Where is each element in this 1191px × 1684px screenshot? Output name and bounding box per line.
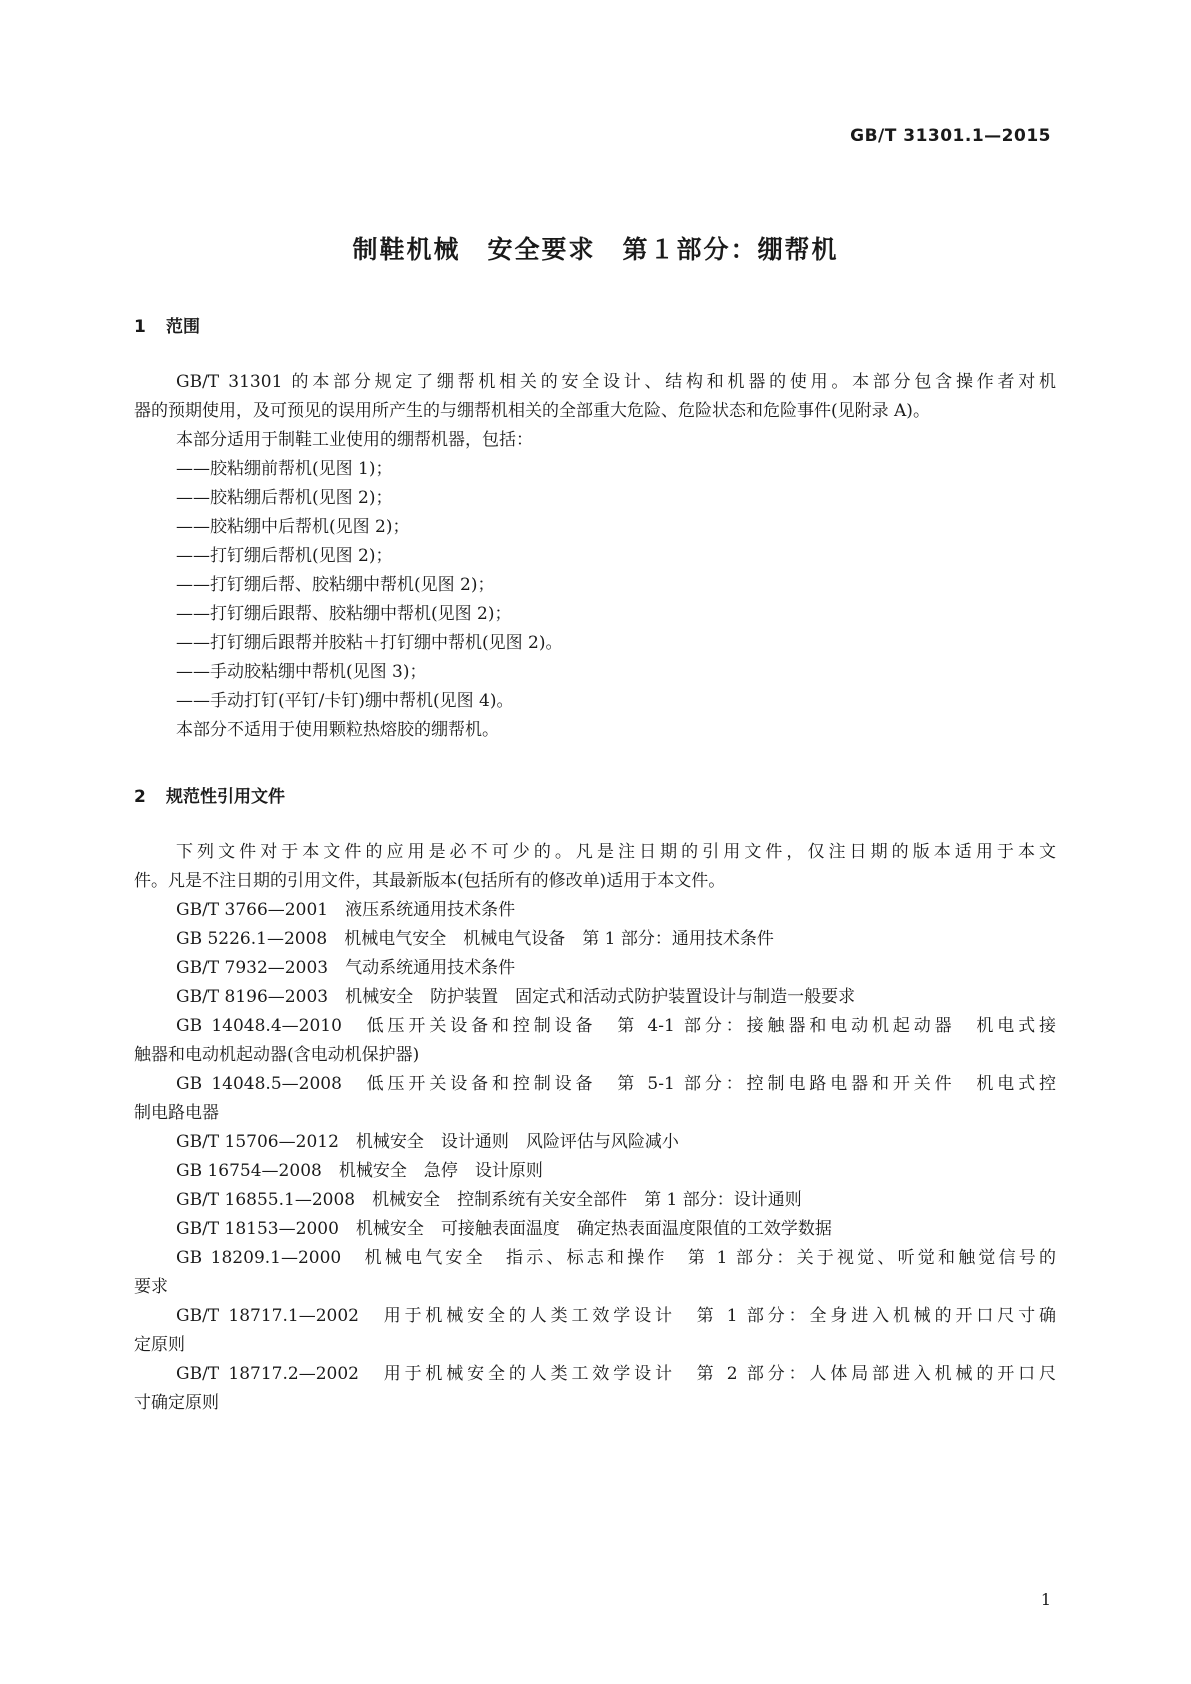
section-1-number: 1 [134, 317, 146, 337]
reference-entry-continuation: 寸确定原则 [134, 1393, 219, 1413]
standard-code: GB/T 31301.1—2015 [850, 126, 1051, 146]
page-number: 1 [1040, 1590, 1051, 1609]
reference-entry-continuation: 触器和电动机起动器(含电动机保护器) [134, 1045, 420, 1065]
section-2-number: 2 [134, 787, 146, 807]
reference-entry-continuation: 要求 [134, 1277, 168, 1297]
reference-entry: GB/T 18717.1—2002 用于机械安全的人类工效学设计 第 1 部分：全身进入机械的开口尺寸确 [176, 1306, 1056, 1326]
reference-entry: GB/T 18717.2—2002 用于机械安全的人类工效学设计 第 2 部分：人体局部进入机械的开口尺 [176, 1364, 1056, 1384]
machine-list-item: ——胶粘绷前帮机(见图 1)； [176, 459, 393, 479]
reference-entry: GB/T 15706—2012 机械安全 设计通则 风险评估与风险减小 [176, 1132, 679, 1152]
machine-list-item: ——手动胶粘绷中帮机(见图 3)； [176, 662, 427, 682]
references-intro-line-2: 件。凡是不注日期的引用文件，其最新版本(包括所有的修改单)适用于本文件。 [134, 871, 726, 891]
machine-list-item: ——手动打钉(平钉/卡钉)绷中帮机(见图 4)。 [176, 691, 514, 711]
machine-list-item: ——打钉绷后帮机(见图 2)； [176, 546, 393, 566]
reference-entry: GB 16754—2008 机械安全 急停 设计原则 [176, 1161, 543, 1181]
machine-list-item: ——打钉绷后帮、胶粘绷中帮机(见图 2)； [176, 575, 495, 595]
scope-applicability: 本部分适用于制鞋工业使用的绷帮机器，包括： [176, 430, 533, 450]
references-intro-line-1: 下列文件对于本文件的应用是必不可少的。凡是注日期的引用文件，仅注日期的版本适用于本文 [176, 842, 1056, 862]
machine-list-item: ——胶粘绷中后帮机(见图 2)； [176, 517, 410, 537]
reference-entry: GB 14048.4—2010 低压开关设备和控制设备 第 4-1 部分：接触器和电动机起动器 机电式接 [176, 1016, 1056, 1036]
section-1-title: 范围 [166, 317, 200, 337]
reference-entry: GB/T 3766—2001 液压系统通用技术条件 [176, 900, 516, 920]
scope-exclusion: 本部分不适用于使用颗粒热熔胶的绷帮机。 [176, 720, 499, 740]
section-1-heading [134, 312, 200, 337]
machine-list-item: ——打钉绷后跟帮、胶粘绷中帮机(见图 2)； [176, 604, 512, 624]
reference-entry: GB 5226.1—2008 机械电气安全 机械电气设备 第 1 部分：通用技术条件 [176, 929, 774, 949]
reference-entry: GB/T 18153—2000 机械安全 可接触表面温度 确定热表面温度限值的工效学数据 [176, 1219, 832, 1239]
reference-entry: GB/T 7932—2003 气动系统通用技术条件 [176, 958, 516, 978]
section-2-heading [134, 782, 285, 807]
reference-entry: GB/T 16855.1—2008 机械安全 控制系统有关安全部件 第 1 部分：设计通则 [176, 1190, 802, 1210]
reference-entry-continuation: 制电路电器 [134, 1103, 219, 1123]
reference-entry: GB 14048.5—2008 低压开关设备和控制设备 第 5-1 部分：控制电路电器和开关件 机电式控 [176, 1074, 1056, 1094]
machine-list-item: ——打钉绷后跟帮并胶粘＋打钉绷中帮机(见图 2)。 [176, 633, 563, 653]
machine-list-item: ——胶粘绷后帮机(见图 2)； [176, 488, 393, 508]
reference-entry: GB/T 8196—2003 机械安全 防护装置 固定式和活动式防护装置设计与制造一般要求 [176, 987, 856, 1007]
document-title: 制鞋机械 安全要求 第１部分：绷帮机 [352, 235, 839, 264]
reference-entry-continuation: 定原则 [134, 1335, 185, 1355]
section-2-title: 规范性引用文件 [166, 787, 285, 807]
scope-paragraph-line-1: GB/T 31301 的本部分规定了绷帮机相关的安全设计、结构和机器的使用。本部分包含操作者对机 [176, 372, 1056, 392]
reference-entry: GB 18209.1—2000 机械电气安全 指示、标志和操作 第 1 部分：关于视觉、听觉和触觉信号的 [176, 1248, 1056, 1268]
scope-paragraph-line-2: 器的预期使用，及可预见的误用所产生的与绷帮机相关的全部重大危险、危险状态和危险事件(见附录 A)。 [134, 401, 930, 421]
